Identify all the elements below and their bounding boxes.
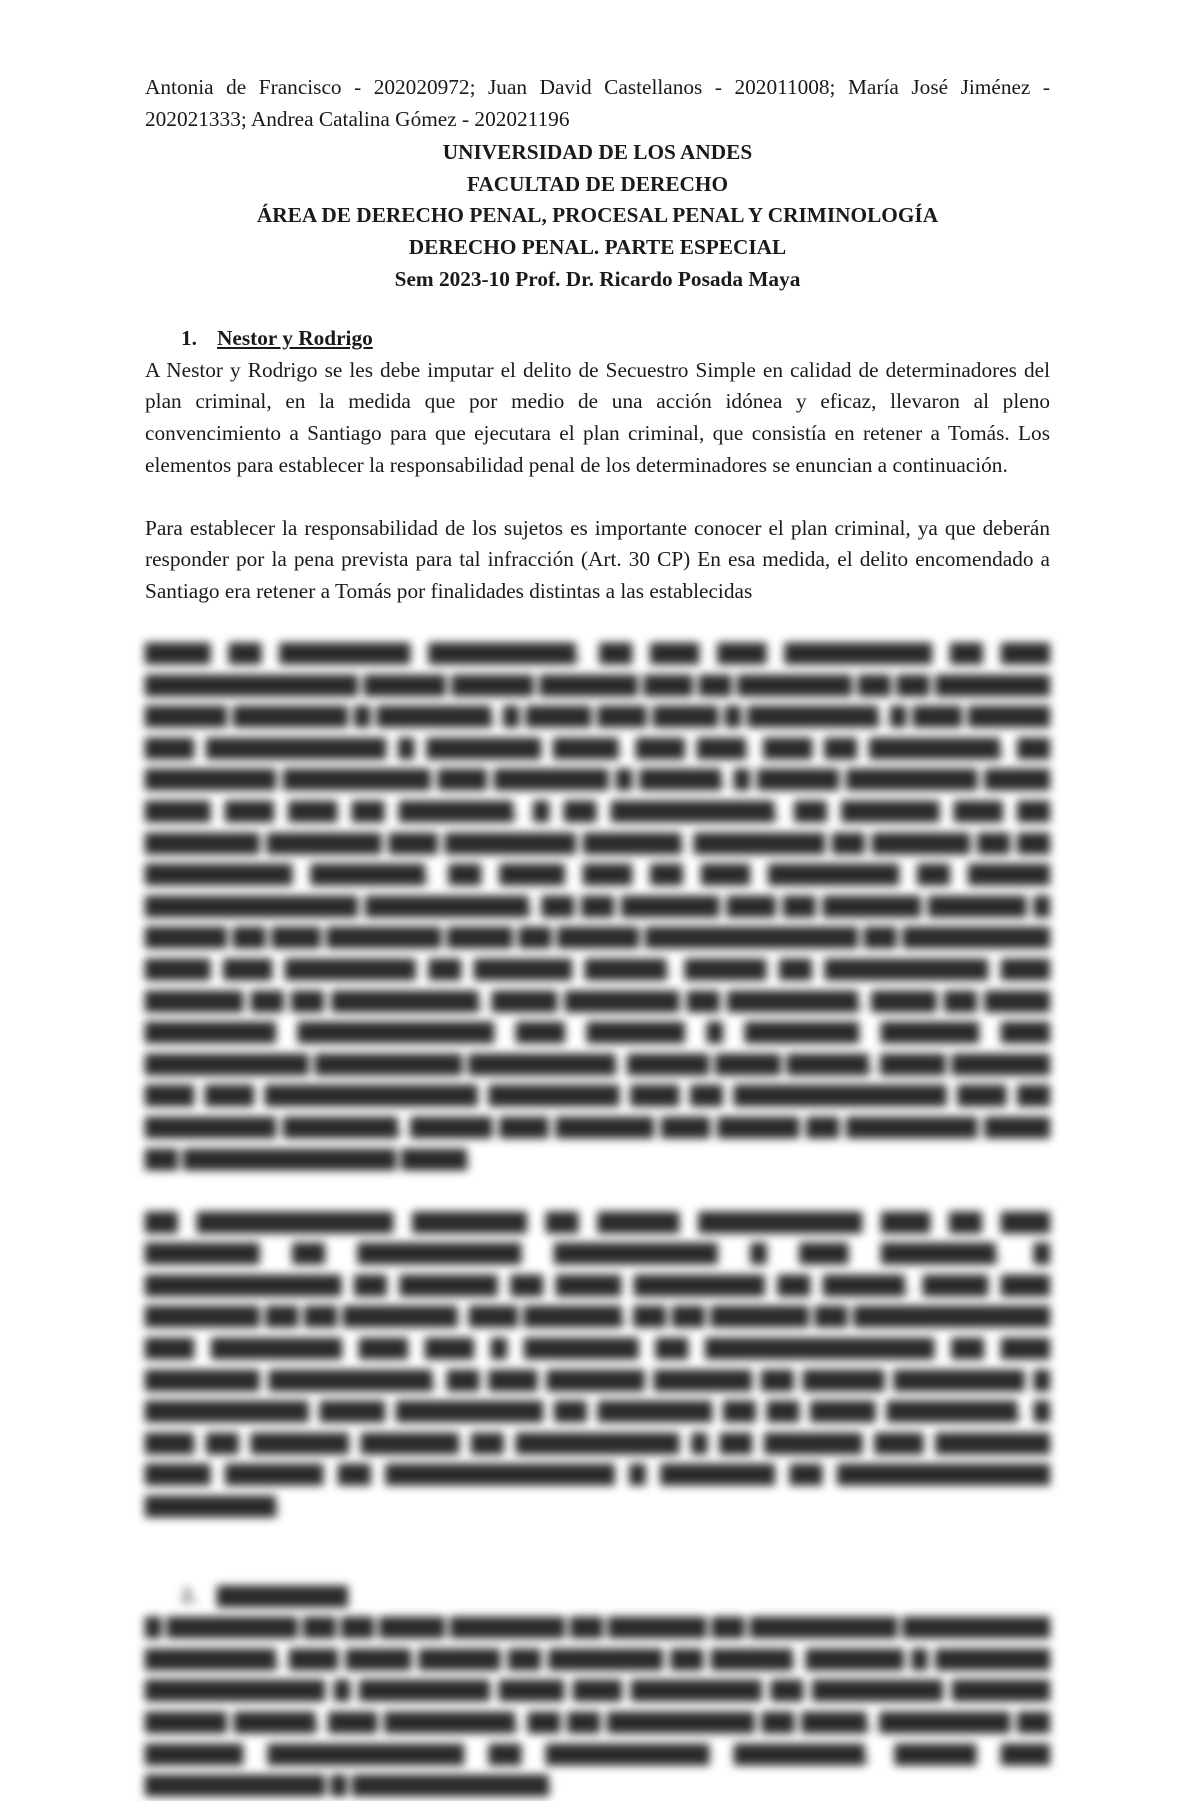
- header-semester-professor: Sem 2023-10 Prof. Dr. Ricardo Posada Maya: [394, 266, 801, 291]
- document-header: [145, 137, 1050, 295]
- document-content: [145, 72, 1050, 608]
- section-1-paragraph-2: Para establecer la responsabilidad de los sujetos es importante conocer el plan criminal, ya que deberán responder por la pena prevista para tal infracción (Art. 30 CP) En esa medida, el delito encomendado a Santiago era retener a Tomás por finalidades distintas a las establecidas: [145, 515, 1050, 603]
- header-area: ÁREA DE DERECHO PENAL, PROCESAL PENAL Y CRIMINOLOGÍA: [256, 203, 939, 228]
- blurred-content: ▇▇▇▇ ▇▇ ▇▇▇▇▇▇▇▇ ▇▇▇▇▇▇▇▇▇, ▇▇ ▇▇▇ ▇▇▇ ▇▇▇▇▇▇▇▇▇ ▇▇ ▇▇▇ ▇▇▇▇▇▇▇▇▇▇▇▇▇ ▇▇▇▇▇ ▇▇▇▇▇ ▇▇▇▇▇▇ ▇▇▇ ▇▇ ▇▇▇▇▇▇▇ ▇▇ ▇▇ ▇▇▇▇▇▇▇ ▇▇▇▇▇ ▇▇▇▇▇▇▇ ▇ ▇▇▇▇▇▇▇, ▇ ▇▇▇▇ ▇▇▇ ▇▇▇▇ ▇ ▇▇▇▇▇▇▇▇, ▇ ▇▇▇ ▇▇▇▇▇ ▇▇▇ ▇▇▇▇▇▇▇▇▇▇▇ ▇ ▇▇▇▇▇▇▇ ▇▇▇▇. ▇▇▇ ▇▇▇. ▇▇▇ ▇▇ ▇▇▇▇▇▇▇▇, ▇▇ ▇▇▇▇▇▇▇▇ ▇▇▇▇▇▇▇▇▇ ▇▇▇ ▇▇▇▇▇▇▇ ▇ ▇▇▇▇▇, ▇ ▇▇▇▇▇ ▇▇▇▇▇▇▇▇ ▇▇▇▇ ▇▇▇▇ ▇▇▇ ▇▇▇ ▇▇ ▇▇▇▇▇▇▇, ▇ ▇▇ ▇▇▇▇▇▇▇▇▇▇, ▇▇ ▇▇▇▇▇▇ ▇▇▇ ▇▇ ▇▇▇▇▇▇▇ ▇▇▇▇▇▇▇ ▇▇▇ ▇▇▇▇▇▇▇▇ ▇▇▇▇▇▇. ▇▇▇▇▇▇▇▇ ▇▇ ▇▇▇▇▇▇ ▇▇ ▇▇ ▇▇▇▇▇▇▇▇▇ ▇▇▇▇▇▇▇, ▇▇ ▇▇▇▇ ▇▇▇ ▇▇ ▇▇▇ ▇▇▇▇▇▇▇▇ ▇▇ ▇▇▇▇▇ ▇▇▇▇▇▇▇▇▇▇▇▇▇ ▇▇▇▇▇▇▇▇▇▇, ▇▇ ▇▇ ▇▇▇▇▇▇ ▇▇▇ ▇▇ ▇▇▇▇▇▇ ▇▇▇▇▇▇ ▇ ▇▇▇▇▇ ▇▇ ▇▇▇ ▇▇▇▇▇▇▇ ▇▇▇▇ ▇▇ ▇▇▇▇▇ ▇▇▇▇▇▇▇▇▇▇▇▇▇ ▇▇ ▇▇▇▇▇▇▇▇▇ ▇▇▇▇ ▇▇▇ ▇▇▇▇▇▇▇▇ ▇▇ ▇▇▇▇▇▇ ▇▇▇▇▇. ▇▇▇▇▇ ▇▇ ▇▇▇▇▇▇▇▇▇▇ ▇▇▇ ▇▇▇▇▇▇ ▇▇ ▇▇ ▇▇▇▇▇▇▇▇▇, ▇▇▇▇ ▇▇▇▇▇▇▇ ▇▇ ▇▇▇▇▇▇▇▇, ▇▇▇▇ ▇▇ ▇▇▇▇ ▇▇▇▇▇▇▇▇ ▇▇▇▇▇▇▇▇▇▇▇▇ ▇▇▇ ▇▇▇▇▇▇ ▇ ▇▇▇▇▇▇▇ ▇▇▇▇▇▇ ▇▇▇ ▇▇▇▇▇▇▇▇▇▇ ▇▇▇▇▇▇▇▇▇ ▇▇▇▇▇▇▇▇▇. ▇▇▇▇▇ ▇▇▇▇ ▇▇▇▇▇, ▇▇▇▇ ▇▇▇▇▇▇ ▇▇▇ ▇▇▇ ▇▇▇▇▇▇▇▇▇▇▇▇▇ ▇▇▇▇▇▇▇▇ ▇▇▇ ▇▇ ▇▇▇▇▇▇▇▇▇▇▇▇▇ ▇▇▇ ▇▇ ▇▇▇▇▇▇▇▇ ▇▇▇▇▇▇▇, ▇▇▇▇▇ ▇▇▇ ▇▇▇▇▇▇ ▇▇▇ ▇▇▇▇▇ ▇▇ ▇▇▇▇▇▇▇▇ ▇▇▇▇ ▇▇ ▇▇▇▇▇▇▇▇▇▇▇▇▇ ▇▇▇▇. ▇▇ ▇▇▇▇▇▇▇▇▇▇▇▇ ▇▇▇▇▇▇▇ ▇▇ ▇▇▇▇▇ ▇▇▇▇▇▇▇▇▇▇ ▇▇▇ ▇▇ ▇▇▇ ▇▇▇▇▇▇▇ ▇▇ ▇▇▇▇▇▇▇▇▇▇ ▇▇▇▇▇▇▇▇▇▇ ▇ ▇▇▇ ▇▇▇▇▇▇▇, ▇ ▇▇▇▇▇▇▇▇▇▇▇▇ ▇▇ ▇▇▇▇▇▇ ▇▇ ▇▇▇▇ ▇▇▇▇▇▇▇▇ ▇▇ ▇▇▇▇▇, ▇▇▇▇ ▇▇▇ ▇▇▇▇▇▇▇ ▇▇ ▇▇ ▇▇▇▇▇▇▇. ▇▇▇ ▇▇▇▇▇▇, ▇▇ ▇▇ ▇▇▇▇▇▇ ▇▇ ▇▇▇▇▇▇▇▇▇▇▇▇ ▇▇▇ ▇▇▇▇▇▇▇▇ ▇▇▇ ▇▇▇ ▇ ▇▇▇▇▇▇▇ ▇▇ ▇▇▇▇▇▇▇▇▇▇▇▇▇▇ ▇▇ ▇▇▇ ▇▇▇▇▇▇▇ ▇▇▇▇▇▇▇▇▇▇, ▇▇ ▇▇▇ ▇▇▇▇▇▇ ▇▇▇▇▇▇ ▇▇ ▇▇▇▇▇ ▇▇▇▇▇▇▇▇ ▇ ▇▇▇▇▇▇▇▇▇▇ ▇▇▇▇ ▇▇▇▇▇▇▇▇▇ ▇▇ ▇▇▇▇▇▇▇ ▇▇ ▇▇ ▇▇▇▇ ▇▇▇▇▇▇▇▇, ▇ ▇▇▇ ▇▇ ▇▇▇▇▇▇ ▇▇▇▇▇▇ ▇▇ ▇▇▇▇▇▇▇▇▇▇ ▇ ▇▇ ▇▇▇▇▇▇ ▇▇▇ ▇▇▇▇▇▇▇ ▇▇▇▇ ▇▇▇▇▇▇ ▇▇ ▇▇▇▇▇▇▇▇▇▇▇▇▇▇ ▇ ▇▇▇▇▇▇▇ ▇▇ ▇▇▇▇▇▇▇▇▇▇▇▇▇ ▇▇▇▇▇▇▇▇. 2. ▇▇▇▇▇▇▇▇ ▇ ▇▇▇▇▇▇▇▇ ▇▇ ▇▇ ▇▇▇▇ ▇▇▇▇▇▇▇ ▇▇ ▇▇▇▇▇▇ ▇▇ ▇▇▇▇▇▇▇▇▇ ▇▇▇▇▇▇▇▇▇ ▇▇▇▇▇▇▇▇, ▇▇▇ ▇▇▇▇ ▇▇▇▇▇ ▇▇ ▇▇▇▇▇▇▇ ▇▇ ▇▇▇▇▇. ▇▇▇▇▇▇ ▇ ▇▇▇▇▇▇▇ ▇▇▇▇▇▇▇▇▇▇▇ ▇ ▇▇▇▇▇▇▇▇ ▇▇▇▇ ▇▇▇ ▇▇▇▇▇▇▇▇ ▇▇ ▇▇▇▇▇▇▇▇ ▇▇▇▇▇▇ ▇▇▇▇▇ ▇▇▇▇▇, ▇▇▇ ▇▇▇▇▇▇▇▇, ▇▇ ▇▇ ▇▇▇▇▇▇▇▇▇ ▇▇ ▇▇▇▇, ▇▇▇▇▇▇▇▇ ▇▇ ▇▇▇▇▇▇ ▇▇▇▇▇▇▇▇▇▇▇▇ ▇▇ ▇▇▇▇▇▇▇▇▇▇ ▇▇▇▇▇▇▇▇, ▇▇▇▇▇ ▇▇▇ ▇▇▇▇▇▇▇▇▇▇▇ ▇ ▇▇▇▇▇▇▇▇▇▇▇▇.: [145, 640, 1050, 1797]
- section-1-paragraph-1: A Nestor y Rodrigo se les debe imputar el delito de Secuestro Simple en calidad de determinadores del plan criminal, en la medida que por medio de una acción idónea y eficaz, llevaron al pleno convencimiento a Santiago para que ejecutara el plan criminal, que consistía en retener a Tomás. Los elementos para establecer la responsabilidad penal de los determinadores se enuncian a continuación.: [145, 357, 1050, 477]
- authors-line: Antonia de Francisco - 202020972; Juan David Castellanos - 202011008; María José Jiménez - 202021333; Andrea Catalina Gómez - 202021196: [145, 75, 1050, 131]
- header-course: DERECHO PENAL. PARTE ESPECIAL: [408, 234, 787, 259]
- header-university: UNIVERSIDAD DE LOS ANDES: [442, 140, 753, 165]
- section-1-number: 1.: [181, 326, 197, 351]
- section-1-heading: [145, 323, 1050, 355]
- section-1-title: Nestor y Rodrigo: [217, 326, 373, 351]
- header-faculty: FACULTAD DE DERECHO: [466, 171, 729, 196]
